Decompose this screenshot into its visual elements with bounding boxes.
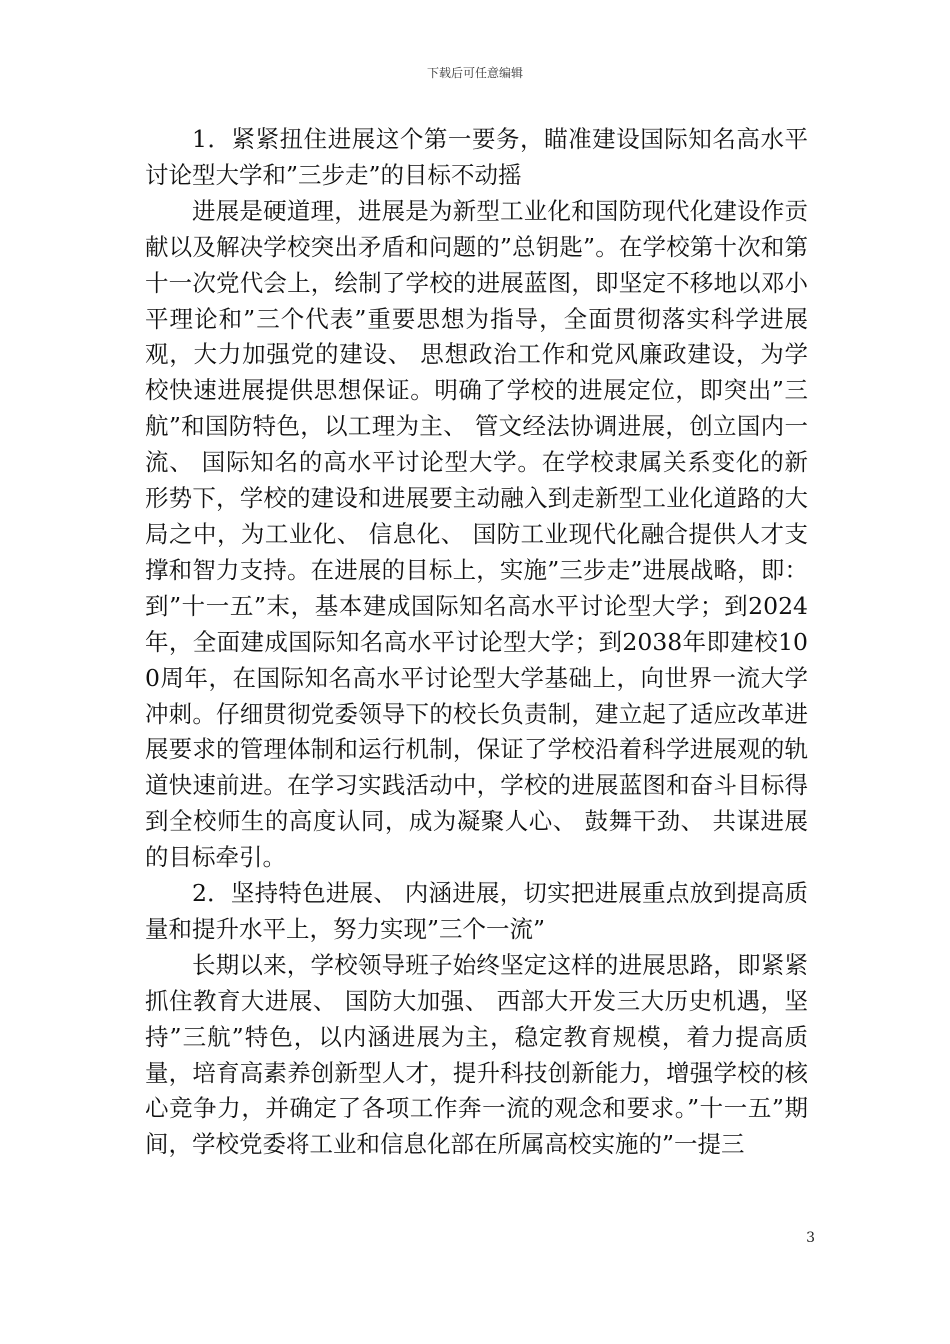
- document-body: [145, 122, 808, 1163]
- page-header: 下载后可任意编辑: [426, 66, 523, 80]
- paragraph-heading-2: 2．坚持特色进展、 内涵进展，切实把进展重点放到提高质量和提升水平上，努力实现”三个一流”: [145, 879, 808, 943]
- page-number: 3: [806, 1230, 815, 1246]
- paragraph-body-2: 长期以来，学校领导班子始终坚定这样的进展思路，即紧紧抓住教育大进展、 国防大加强、 西部大开发三大历史机遇，坚持”三航”特色，以内涵进展为主，稳定教育规模，着力提高质量，培育高素养创新型人才，提升科技创新能力，增强学校的核心竞争力，并确定了各项工作奔一流的观念和要求。”十一五”期间，学校党委将工业和信息化部在所属高校实施的”一提三: [145, 950, 808, 1159]
- paragraph-body-1: 进展是硬道理，进展是为新型工业化和国防现代化建设作贡献以及解决学校突出矛盾和问题的”总钥匙”。在学校第十次和第十一次党代会上，绘制了学校的进展蓝图，即坚定不移地以邓小平理论和”三个代表”重要思想为指导，全面贯彻落实科学进展观，大力加强党的建设、 思想政治工作和党风廉政建设，为学校快速进展提供思想保证。明确了学校的进展定位，即突出”三航”和国防特色，以工理为主、 管文经法协调进展，创立国内一流、 国际知名的高水平讨论型大学。在学校隶属关系变化的新形势下，学校的建设和进展要主动融入到走新型工业化道路的大局之中，为工业化、 信息化、 国防工业现代化融合提供人才支撑和智力支持。在进展的目标上，实施”三步走”进展战略，即：到”十一五”末，基本建成国际知名高水平讨论型大学；到2024年，全面建成国际知名高水平讨论型大学；到2038年即建校100周年，在国际知名高水平讨论型大学基础上，向世界一流大学冲刺。仔细贯彻党委领导下的校长负责制，建立起了适应改革进展要求的管理体制和运行机制，保证了学校沿着科学进展观的轨道快速前进。在学习实践活动中，学校的进展蓝图和奋斗目标得到全校师生的高度认同，成为凝聚人心、 鼓舞干劲、 共谋进展的目标牵引。: [145, 196, 808, 872]
- paragraph-heading-1: 1．紧紧扭住进展这个第一要务，瞄准建设国际知名高水平讨论型大学和”三步走”的目标不动摇: [145, 125, 808, 189]
